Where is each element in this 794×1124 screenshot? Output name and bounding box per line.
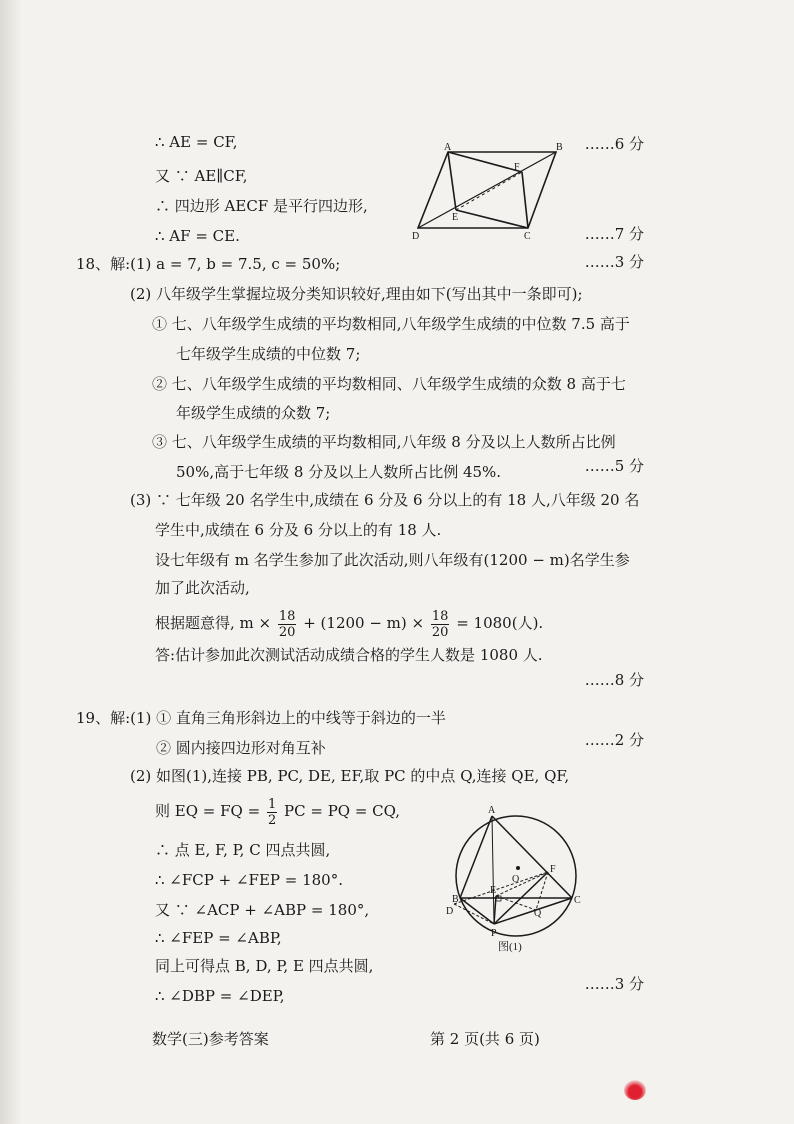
frac-num: 18 <box>278 608 296 624</box>
red-ink-mark <box>624 1080 646 1100</box>
label-f: F <box>550 864 556 875</box>
frac-den: 2 <box>267 812 277 828</box>
label-a: A <box>444 142 452 153</box>
q18-part1: 18、解:(1) a = 7, b = 7.5, c = 50%; <box>76 255 341 273</box>
eq-suffix: = 1080(人). <box>456 614 544 632</box>
label-b: B <box>556 142 563 153</box>
q19-line7: 又 ∵ ∠ACP + ∠ABP = 180°, <box>155 901 370 919</box>
label-c: C <box>524 231 531 242</box>
score-3b: ……3 分 <box>584 975 644 993</box>
q18-part2: (2) 八年级学生掌握垃圾分类知识较好,理由如下(写出其中一条即可); <box>130 285 583 303</box>
eq-middle: + (1200 − m) × <box>303 614 425 632</box>
frac-num: 1 <box>267 796 277 812</box>
label-o: O <box>512 874 520 885</box>
label-q: Q <box>534 908 542 919</box>
frac-den: 20 <box>278 624 296 640</box>
reason1-line1: ① 七、八年级学生成绩的平均数相同,八年级学生成绩的中位数 7.5 高于 <box>152 315 630 333</box>
q18-part3-line3: 设七年级有 m 名学生参加了此次活动,则八年级有(1200 − m)名学生参 <box>155 551 630 569</box>
reason2-line1: ② 七、八年级学生成绩的平均数相同、八年级学生成绩的众数 8 高于七 <box>152 375 626 393</box>
frac-num: 18 <box>431 608 449 624</box>
q19-line5: ∴ 点 E, F, P, C 四点共圆, <box>155 841 331 859</box>
label-e: E <box>452 212 459 223</box>
line-ae-cf: ∴ AE = CF, <box>155 133 238 151</box>
q18-part3-line1: (3) ∵ 七年级 20 名学生中,成绩在 6 分及 6 分以上的有 18 人,八年级 20 名 <box>130 491 640 509</box>
label-p: P <box>491 928 497 939</box>
circle-figure <box>446 800 586 960</box>
q19-part1b: ② 圆内接四边形对角互补 <box>156 739 326 757</box>
reason1-line2: 七年级学生成绩的中位数 7; <box>176 345 361 363</box>
label-c: C <box>574 895 581 906</box>
parallelogram-figure <box>408 140 568 242</box>
q19-part2-line1: (2) 如图(1),连接 PB, PC, DE, EF,取 PC 的中点 Q,连接 QE, QF, <box>130 767 570 785</box>
fraction-18-20-a <box>278 609 297 640</box>
label-b: B <box>452 894 459 905</box>
score-5: ……5 分 <box>584 457 644 475</box>
q19-line9: 同上可得点 B, D, P, E 四点共圆, <box>155 957 374 975</box>
eq-prefix: 则 EQ = FQ = <box>155 802 261 820</box>
footer-page: 第 2 页(共 6 页) <box>430 1030 540 1048</box>
figure-caption: 图(1) <box>498 941 522 953</box>
score-6: ……6 分 <box>584 135 644 153</box>
page-edge-shadow <box>0 0 22 1124</box>
reason2-line2: 年级学生成绩的众数 7; <box>176 404 331 422</box>
reason3-line1: ③ 七、八年级学生成绩的平均数相同,八年级 8 分及以上人数所占比例 <box>152 433 616 451</box>
score-7: ……7 分 <box>584 225 644 243</box>
label-d: D <box>412 231 420 242</box>
line-ae-parallel-cf: 又 ∵ AE∥CF, <box>155 167 248 185</box>
answer-18: 答:估计参加此次测试活动成绩合格的学生人数是 1080 人. <box>155 646 543 664</box>
label-f: F <box>514 162 520 173</box>
score-3a: ……3 分 <box>584 253 644 271</box>
frac-den: 20 <box>431 624 449 640</box>
reason3-line2: 50%,高于七年级 8 分及以上人数所占比例 45%. <box>176 463 502 481</box>
q19-part1: 19、解:(1) ① 直角三角形斜边上的中线等于斜边的一半 <box>76 709 446 727</box>
q18-part3-line2: 学生中,成绩在 6 分及 6 分以上的有 18 人. <box>155 521 442 539</box>
q18-part3-line4: 加了此次活动, <box>155 579 250 597</box>
score-8: ……8 分 <box>584 671 644 689</box>
label-a: A <box>488 805 496 816</box>
q19-eq-line <box>155 796 400 828</box>
eq-suffix: PC = PQ = CQ, <box>284 802 400 820</box>
score-2: ……2 分 <box>584 731 644 749</box>
q19-line8: ∴ ∠FEP = ∠ABP, <box>155 929 282 947</box>
footer-title: 数学(三)参考答案 <box>152 1030 269 1048</box>
q19-line10: ∴ ∠DBP = ∠DEP, <box>155 987 285 1005</box>
label-e: E <box>490 885 497 896</box>
label-d: D <box>446 906 454 917</box>
line-af-ce: ∴ AF = CE. <box>155 227 240 245</box>
fraction-18-20-b <box>431 609 450 640</box>
line-parallelogram: ∴ 四边形 AECF 是平行四边形, <box>155 197 368 215</box>
q19-line6: ∴ ∠FCP + ∠FEP = 180°. <box>155 871 343 889</box>
equation-line <box>155 608 543 640</box>
fraction-half <box>267 797 277 828</box>
eq-prefix: 根据题意得, m × <box>155 614 272 632</box>
